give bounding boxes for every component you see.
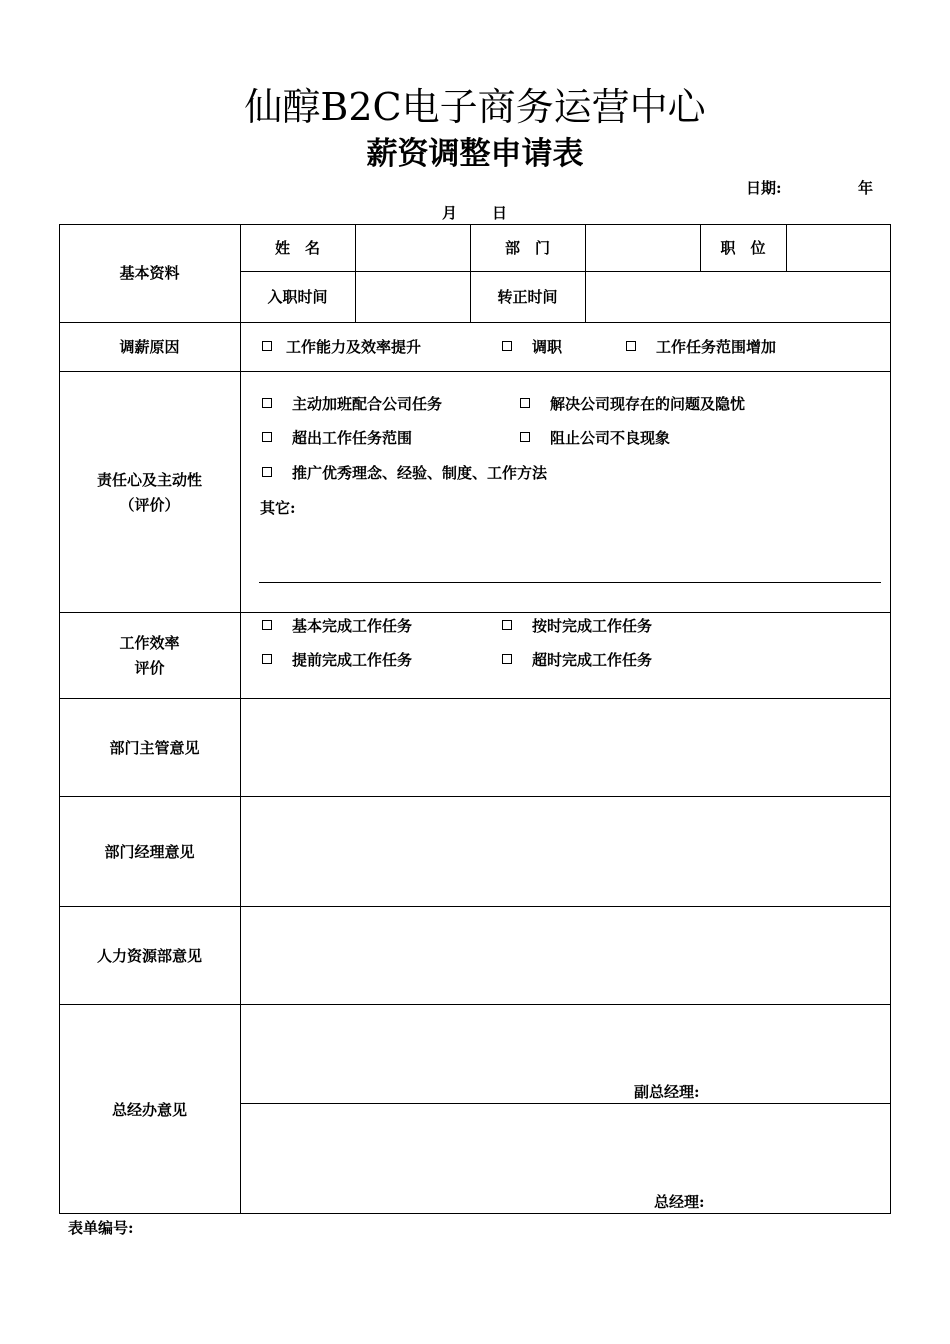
efficiency-option[interactable]: 提前完成工作任务 <box>262 649 412 670</box>
checkbox-icon <box>520 398 530 408</box>
supervisor-opinion-field[interactable] <box>241 699 889 795</box>
efficiency-label: 工作效率 <box>119 634 180 652</box>
checkbox-icon <box>262 620 272 630</box>
form-number-label: 表单编号: <box>68 1219 134 1237</box>
other-input[interactable] <box>260 520 880 580</box>
efficiency-sublabel: 评价 <box>134 659 165 677</box>
checkbox-icon <box>262 467 272 477</box>
checkbox-icon <box>502 620 512 630</box>
efficiency-option[interactable]: 基本完成工作任务 <box>262 615 412 636</box>
regular-date-label: 转正时间 <box>497 288 558 306</box>
hire-date-field[interactable] <box>356 272 469 321</box>
efficiency-option[interactable]: 超时完成工作任务 <box>502 649 652 670</box>
responsibility-option[interactable]: 超出工作任务范围 <box>262 427 412 448</box>
gm-field[interactable] <box>241 1104 889 1212</box>
manager-opinion-label: 部门经理意见 <box>104 843 195 861</box>
form-title: 薪资调整申请表 <box>366 136 584 172</box>
responsibility-option[interactable]: 主动加班配合公司任务 <box>262 393 442 414</box>
regular-date-field[interactable] <box>586 272 889 321</box>
deputy-gm-field[interactable] <box>241 1005 889 1102</box>
name-label: 姓 名 <box>274 239 320 257</box>
checkbox-icon <box>262 654 272 664</box>
name-field[interactable] <box>356 225 469 270</box>
deputy-gm-label: 副总经理: <box>634 1083 700 1101</box>
year-label: 年 <box>858 179 874 197</box>
hr-opinion-label: 人力资源部意见 <box>96 947 202 965</box>
gm-office-opinion-label: 总经办意见 <box>111 1101 187 1119</box>
reason-option[interactable]: 工作能力及效率提升 <box>262 336 421 357</box>
reason-option[interactable]: 工作任务范围增加 <box>626 336 776 357</box>
responsibility-option[interactable]: 推广优秀理念、经验、制度、工作方法 <box>262 462 547 483</box>
basic-info-label: 基本资料 <box>119 264 180 282</box>
checkbox-icon <box>262 432 272 442</box>
dept-field[interactable] <box>586 225 699 270</box>
position-field[interactable] <box>787 225 889 270</box>
responsibility-sublabel: （评价） <box>119 496 180 514</box>
efficiency-option[interactable]: 按时完成工作任务 <box>502 615 652 636</box>
checkbox-icon <box>502 341 512 351</box>
responsibility-label: 责任心及主动性 <box>96 471 202 489</box>
other-label: 其它: <box>260 499 296 517</box>
checkbox-icon <box>520 432 530 442</box>
reason-option[interactable]: 调职 <box>502 336 562 357</box>
checkbox-icon <box>502 654 512 664</box>
hr-opinion-field[interactable] <box>241 907 889 1003</box>
checkbox-icon <box>626 341 636 351</box>
month-label: 月 <box>442 204 458 222</box>
gm-label: 总经理: <box>654 1193 705 1211</box>
responsibility-option[interactable]: 解决公司现存在的问题及隐忧 <box>520 393 745 414</box>
checkbox-icon <box>262 341 272 351</box>
manager-opinion-field[interactable] <box>241 797 889 905</box>
reason-label: 调薪原因 <box>119 338 180 356</box>
supervisor-opinion-label: 部门主管意见 <box>109 739 200 757</box>
position-label: 职 位 <box>720 239 766 257</box>
hire-date-label: 入职时间 <box>267 288 328 306</box>
company-title: 仙醇B2C电子商务运营中心 <box>244 85 706 129</box>
other-underline <box>259 582 881 583</box>
checkbox-icon <box>262 398 272 408</box>
day-label: 日 <box>492 204 508 222</box>
dept-label: 部 门 <box>504 239 550 257</box>
date-label: 日期: <box>746 179 782 197</box>
responsibility-option[interactable]: 阻止公司不良现象 <box>520 427 670 448</box>
